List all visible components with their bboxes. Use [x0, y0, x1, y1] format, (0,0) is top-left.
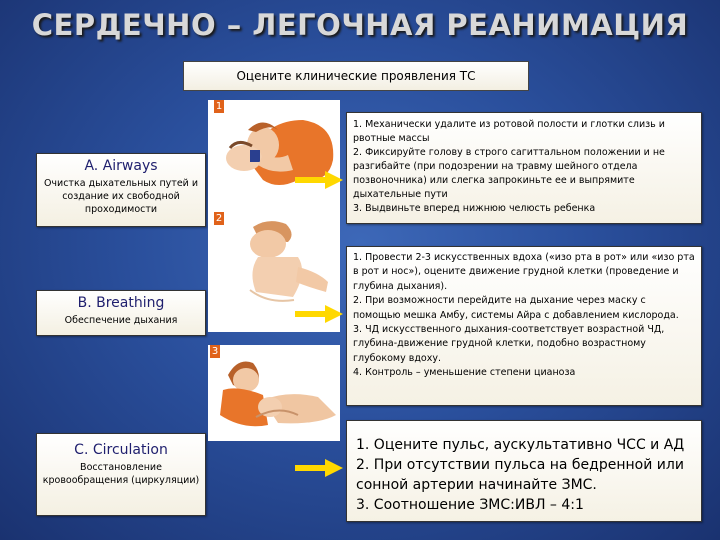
instruction-line: 3. Соотношение ЗМС:ИВЛ – 4:1 [356, 497, 584, 513]
arrow-a-icon [295, 170, 345, 190]
circulation-box [36, 433, 206, 516]
instruction-line: 1. Провести 2-3 искусственных вдоха («изо рта в рот» или «изо рта в рот и нос»), оцените движение грудной клетки (проведение и глубина дыхания). [353, 252, 695, 292]
airways-description: Очистка дыхательных путей и создание их свободной проходимости [43, 178, 199, 215]
instruction-line: 3. ЧД искусственного дыхания-соответствует возрастной ЧД, глубина-движение грудной клетки, подобно возрастному глубокому вдоху. [353, 324, 665, 364]
breathing-instructions [346, 246, 702, 406]
step-2-badge: 2 [215, 213, 223, 224]
step-1-badge: 1 [215, 101, 223, 112]
circulation-illustration [208, 345, 340, 441]
subtitle-box: Оцените клинические проявления ТС [183, 61, 529, 91]
circulation-description: Восстановление кровообращения (циркуляции) [42, 462, 200, 486]
instruction-line: 2. При возможности перейдите на дыхание через маску с помощью мешка Амбу, системы Айра с добавлением кислорода. [353, 295, 679, 321]
arrow-b-icon [295, 304, 345, 324]
circulation-instructions [346, 420, 702, 522]
airways-box [36, 153, 206, 227]
airways-heading: A. Airways [84, 158, 158, 174]
instruction-line: 3. Выдвиньте вперед нижнюю челюсть ребенка [353, 203, 596, 214]
step-3-badge: 3 [211, 346, 219, 357]
arrow-c-icon [295, 458, 345, 478]
instruction-line: 4. Контроль – уменьшение степени цианоза [353, 367, 576, 379]
instruction-line: 2. Фиксируйте голову в строго сагиттальном положении и не разгибайте (при подозрении на травму шейного отдела позвоночника) или слегка запрокиньте ее и выпрямите дыхательные пути [353, 147, 665, 200]
airway-illustration [208, 100, 340, 218]
instruction-line: 1. Оцените пульс, аускультативно ЧСС и АД [356, 437, 685, 453]
circulation-heading: C. Circulation [74, 442, 168, 458]
breathing-description: Обеспечение дыхания [64, 315, 178, 326]
page-title: СЕРДЕЧНО – ЛЕГОЧНАЯ РЕАНИМАЦИЯ [31, 8, 689, 42]
instruction-line: 2. При отсутствии пульса на бедренной или сонной артерии начинайте ЗМС. [356, 457, 684, 493]
breathing-heading: B. Breathing [77, 295, 165, 311]
airways-instructions [346, 112, 702, 224]
instruction-line: 1. Механически удалите из ротовой полости и глотки слизь и рвотные массы [353, 119, 665, 144]
breathing-box [36, 290, 206, 336]
